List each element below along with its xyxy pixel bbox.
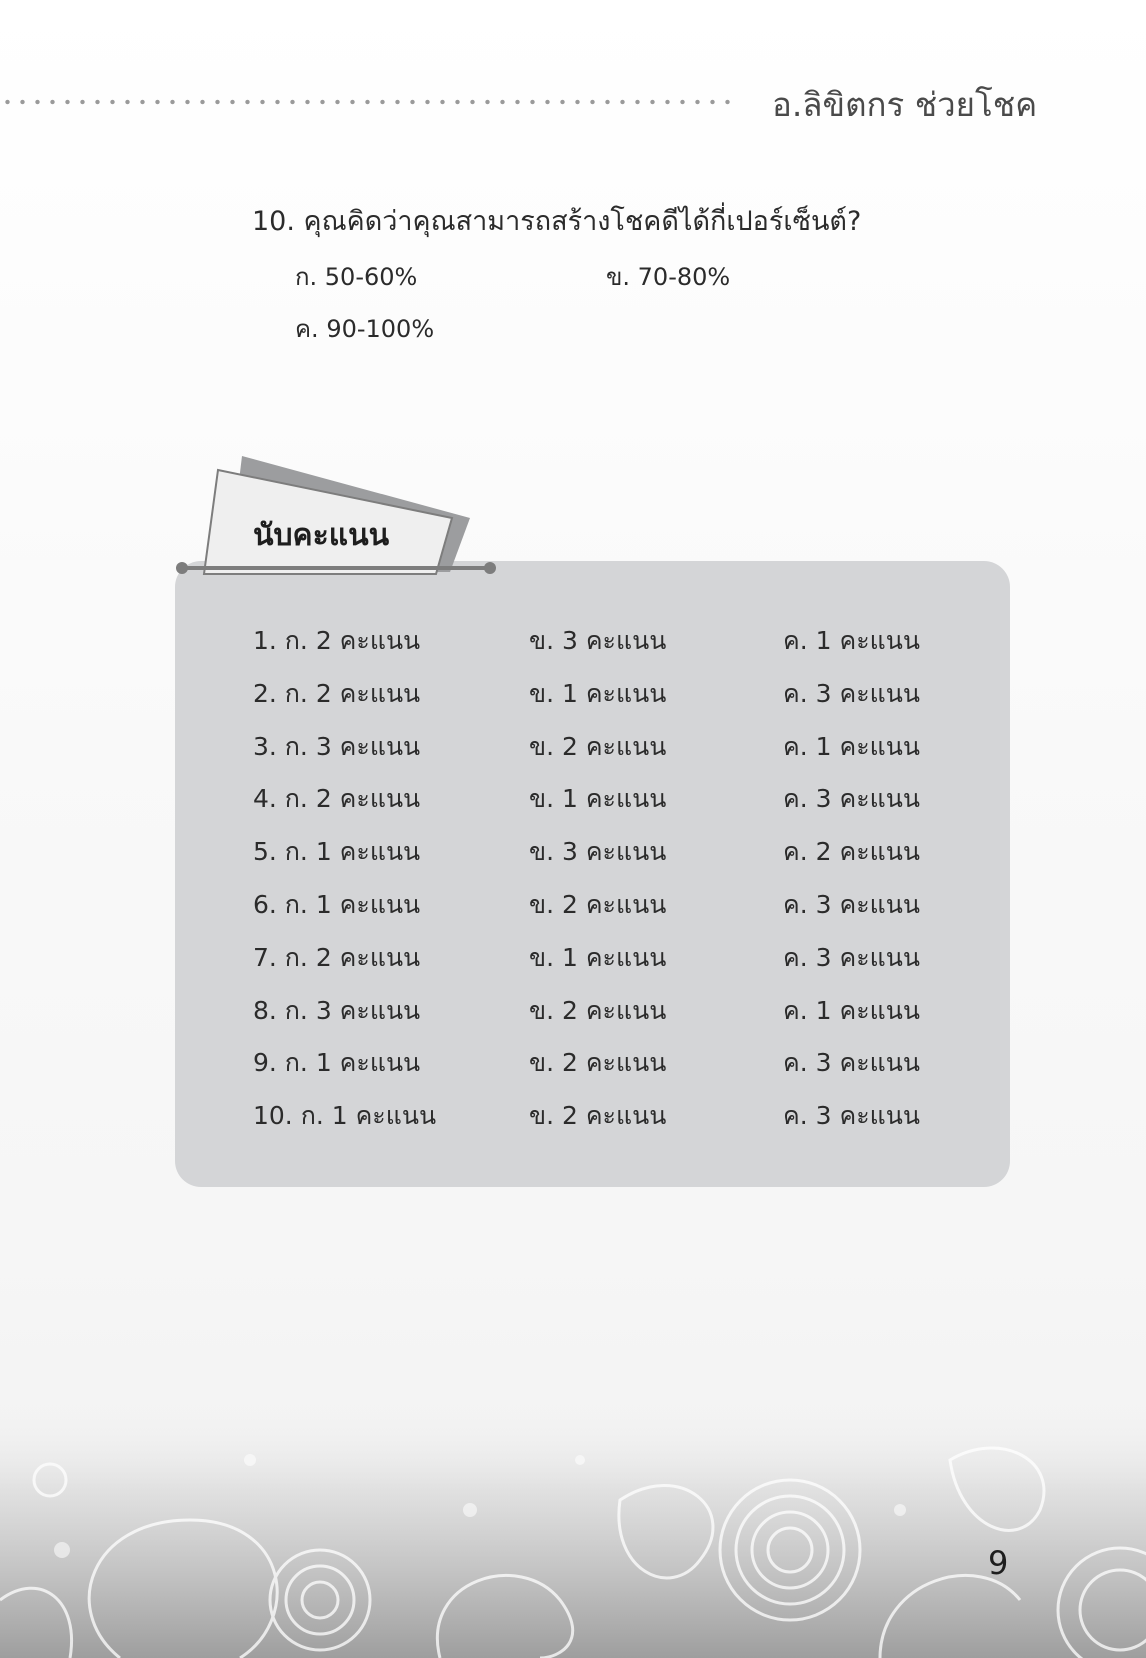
score-choice-b: ข. 2 คะแนน [529,732,667,761]
score-choice-a: 4. ก. 2 คะแนน [253,784,421,813]
score-choice-c: ค. 3 คะแนน [783,943,920,972]
score-choice-b: ข. 2 คะแนน [529,996,667,1025]
score-row [253,1043,983,1077]
score-choice-c: ค. 2 คะแนน [783,837,920,866]
score-row [253,1096,983,1130]
score-choice-b: ข. 2 คะแนน [529,1048,667,1077]
score-choice-c: ค. 3 คะแนน [783,1101,920,1130]
score-choice-c: ค. 3 คะแนน [783,679,920,708]
score-row [253,674,983,708]
score-choice-c: ค. 1 คะแนน [783,996,920,1025]
score-row [253,832,983,866]
score-choice-a: 8. ก. 3 คะแนน [253,996,421,1025]
score-tab-title: นับคะแนน [253,518,390,553]
score-choice-c: ค. 3 คะแนน [783,784,920,813]
score-row [253,621,983,655]
page-number: 9 [988,1544,1009,1582]
score-choice-c: ค. 3 คะแนน [783,890,920,919]
score-choice-c: ค. 3 คะแนน [783,1048,920,1077]
score-choice-b: ข. 1 คะแนน [529,943,667,972]
paisley-footer-decoration [0,1400,1146,1658]
header-dotted-rule [0,99,740,105]
question-text: 10. คุณคิดว่าคุณสามารถสร้างโชคดีได้กี่เปอร์เซ็นต์? [252,206,862,237]
score-choice-a: 10. ก. 1 คะแนน [253,1101,437,1130]
score-choice-b: ข. 1 คะแนน [529,679,667,708]
score-row [253,727,983,761]
score-choice-a: 1. ก. 2 คะแนน [253,626,421,655]
score-choice-a: 7. ก. 2 คะแนน [253,943,421,972]
score-choice-c: ค. 1 คะแนน [783,732,920,761]
option-a: ก. 50-60% [295,263,418,291]
score-choice-a: 6. ก. 1 คะแนน [253,890,421,919]
score-choice-a: 3. ก. 3 คะแนน [253,732,421,761]
option-c: ค. 90-100% [295,315,435,343]
score-row [253,885,983,919]
score-choice-a: 9. ก. 1 คะแนน [253,1048,421,1077]
score-choice-c: ค. 1 คะแนน [783,626,920,655]
score-choice-b: ข. 3 คะแนน [529,837,667,866]
score-choice-b: ข. 1 คะแนน [529,784,667,813]
option-b: ข. 70-80% [606,263,731,291]
score-row [253,938,983,972]
score-row [253,779,983,813]
score-choice-b: ข. 2 คะแนน [529,1101,667,1130]
score-choice-b: ข. 3 คะแนน [529,626,667,655]
score-choice-a: 5. ก. 1 คะแนน [253,837,421,866]
author-name: อ.ลิขิตกร ช่วยโชค [772,85,1038,124]
score-choice-b: ข. 2 คะแนน [529,890,667,919]
score-choice-a: 2. ก. 2 คะแนน [253,679,421,708]
score-row [253,991,983,1025]
